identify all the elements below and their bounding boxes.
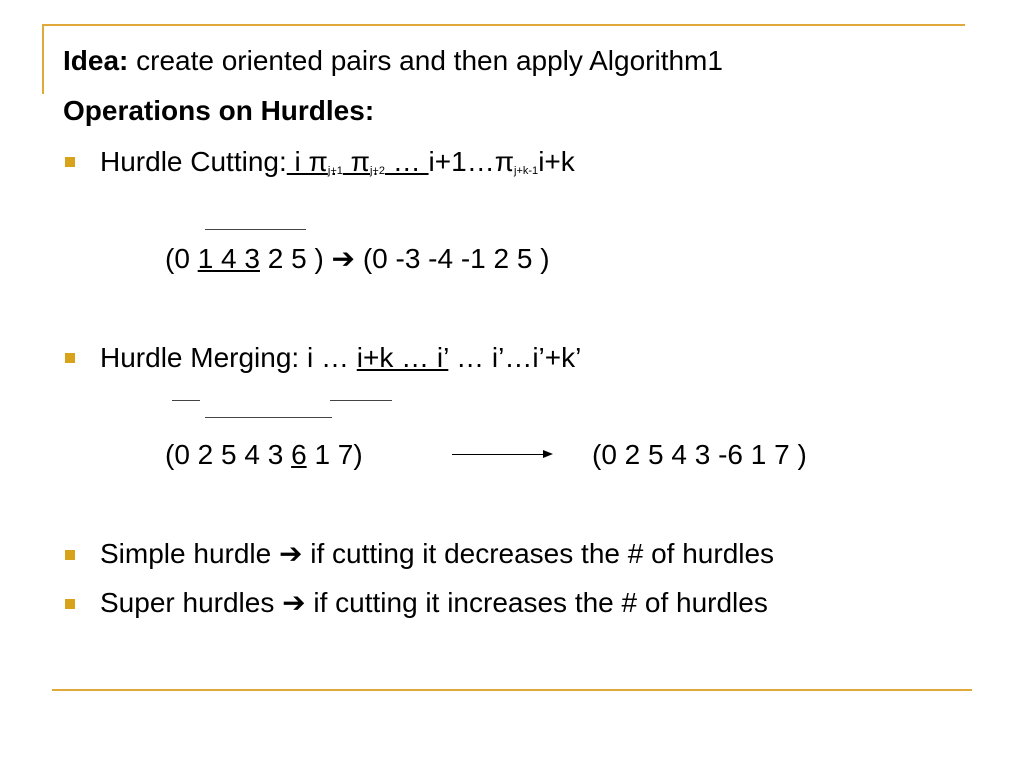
merging-mark-3 bbox=[205, 417, 332, 418]
hurdle-merging-line bbox=[100, 341, 581, 375]
left-accent-line bbox=[42, 24, 44, 94]
bullet-merging bbox=[65, 353, 75, 363]
merging-example-left: (0 2 5 4 3 6 1 7) bbox=[165, 439, 363, 470]
simple-term: Simple hurdle bbox=[100, 538, 272, 569]
arrow-icon: ➔ bbox=[323, 243, 363, 274]
arrow-icon: ➔ bbox=[271, 538, 311, 569]
hurdle-cutting-line bbox=[100, 145, 575, 188]
simple-hurdle-line bbox=[100, 537, 774, 571]
merging-mark-1 bbox=[172, 400, 200, 401]
idea-line bbox=[63, 44, 723, 78]
merging-label: Hurdle Merging: i … bbox=[100, 342, 357, 373]
merging-example-right: (0 2 5 4 3 -6 1 7 ) bbox=[592, 439, 807, 470]
super-hurdles-line bbox=[100, 586, 768, 620]
merging-arrow-head-icon bbox=[543, 450, 553, 458]
super-term: Super hurdles bbox=[100, 587, 275, 618]
cutting-example: (0 1 4 3 2 5 ) ➔ (0 -3 -4 -1 2 5 ) bbox=[165, 243, 550, 274]
arrow-icon: ➔ bbox=[274, 587, 314, 618]
simple-definition: if cutting it decreases the # of hurdles bbox=[310, 538, 775, 569]
bullet-simple bbox=[65, 550, 75, 560]
cutting-sub-3: j+k-1 bbox=[514, 165, 539, 177]
operations-heading: Operations on Hurdles: bbox=[63, 95, 375, 126]
idea-text: create oriented pairs and then apply Algorithm1 bbox=[128, 45, 723, 76]
cutting-pi-3: π bbox=[494, 146, 515, 177]
cutting-rest-1: i+1… bbox=[428, 146, 495, 177]
idea-label: Idea: bbox=[63, 45, 129, 76]
top-accent-line bbox=[42, 24, 965, 26]
merging-mark-2 bbox=[330, 400, 392, 401]
merging-underlined: i+k … i’ bbox=[356, 342, 449, 373]
merging-rest: … i’…i’+k’ bbox=[448, 342, 582, 373]
super-definition: if cutting it increases the # of hurdles bbox=[313, 587, 768, 618]
bullet-cutting bbox=[65, 157, 75, 167]
merging-example-underlined: 6 bbox=[291, 439, 307, 470]
cutting-overline bbox=[205, 229, 306, 230]
merging-arrow-line bbox=[452, 454, 544, 455]
bottom-accent-line bbox=[52, 689, 972, 691]
cutting-label: Hurdle Cutting: bbox=[100, 146, 287, 177]
bullet-super bbox=[65, 599, 75, 609]
cutting-example-underlined: 1 4 3 bbox=[197, 243, 260, 274]
cutting-rest-2: i+k bbox=[538, 146, 575, 177]
cutting-underlined-segment: i $\pi_{j+1}$ $\pi_{j+2}$ … bbox=[286, 146, 429, 177]
